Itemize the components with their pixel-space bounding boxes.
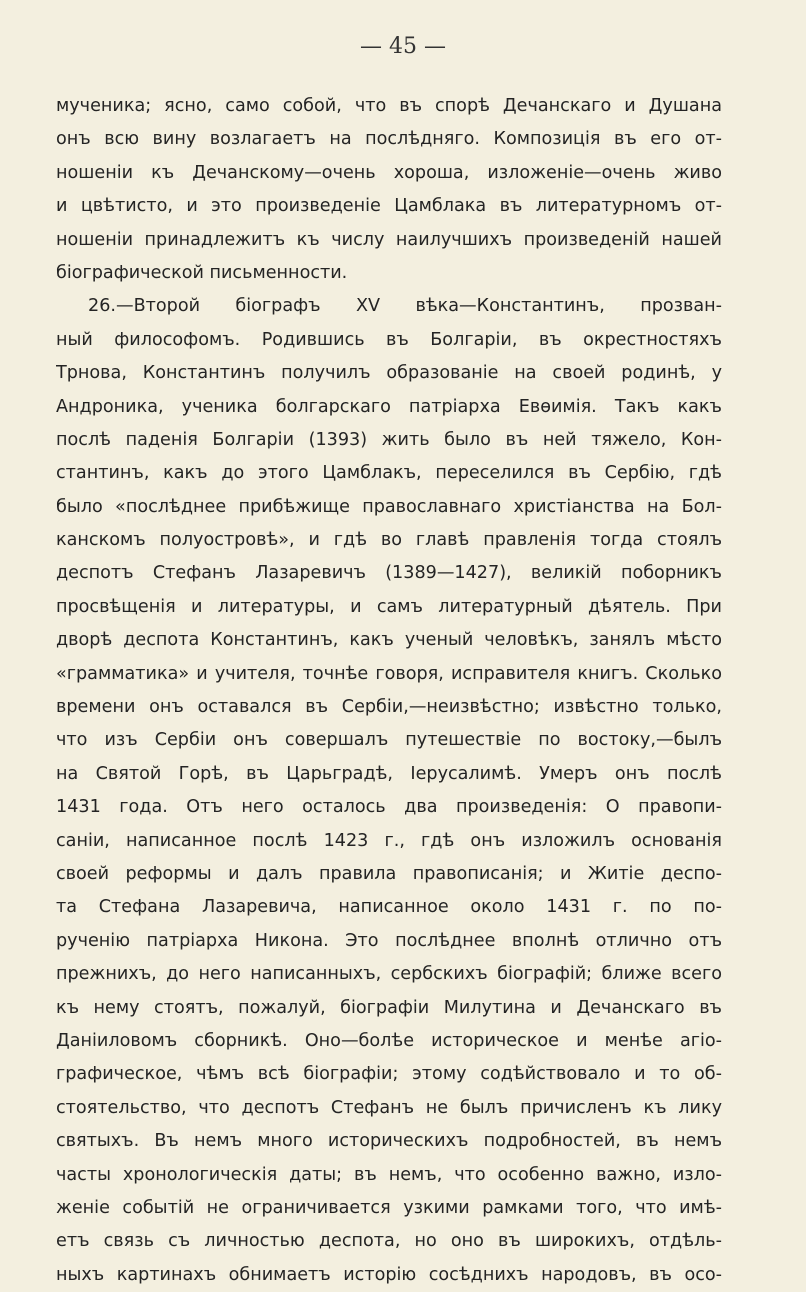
text-line: Трнова, Константинъ получилъ образованіе на своей родинѣ, у [56,363,722,384]
text-line: ношеніи къ Дечанскому—очень хороша, изложеніе—очень живо [56,162,722,183]
text-line: святыхъ. Въ немъ много историческихъ подробностей, въ немъ [56,1131,722,1152]
page-body-text [56,90,722,1292]
text-line: послѣ паденія Болгаріи (1393) жить было въ ней тяжело, Кон- [56,429,722,450]
text-line: та Стефана Лазаревича, написанное около 1431 г. по по- [56,897,722,918]
text-line: что изъ Сербіи онъ совершалъ путешествіе по востоку,—былъ [56,730,722,751]
text-line: онъ всю вину возлагаетъ на послѣдняго. Композиція въ его от- [56,129,722,150]
text-line: своей реформы и далъ правила правописанія; и Житіе деспо- [56,863,722,884]
text-line: стоятельство, что деспотъ Стефанъ не былъ причисленъ къ лику [56,1097,722,1118]
text-line: ныхъ картинахъ обнимаетъ исторію сосѣднихъ народовъ, въ осо- [56,1264,722,1285]
page-number: — 45 — [360,34,446,59]
text-line: ный философомъ. Родившись въ Болгаріи, въ окрестностяхъ [56,329,722,350]
text-line: времени онъ оставался въ Сербіи,—неизвѣстно; извѣстно только, [56,697,722,718]
text-line: часты хронологическія даты; въ немъ, что особенно важно, изло- [56,1164,722,1185]
text-line: и цвѣтисто, и это произведеніе Цамблака въ литературномъ от- [56,196,722,217]
paragraph-start-line: 26.—Второй біографъ XV вѣка—Константинъ, прозван- [88,296,722,317]
text-line: Даніиловомъ сборникѣ. Оно—болѣе историческое и менѣе агіо- [56,1030,722,1051]
text-line: деспотъ Стефанъ Лазаревичъ (1389—1427), великій поборникъ [56,563,722,584]
text-line: ношеніи принадлежитъ къ числу наилучшихъ произведеній нашей [56,229,722,250]
text-line: «грамматика» и учителя, точнѣе говоря, исправителя книгъ. Сколько [56,663,722,684]
text-line: рученію патріарха Никона. Это послѣднее вполнѣ отлично отъ [56,930,722,951]
text-line: стантинъ, какъ до этого Цамблакъ, переселился въ Сербію, гдѣ [56,463,722,484]
text-line: женіе событій не ограничивается узкими рамками того, что имѣ- [56,1197,722,1218]
text-line: просвѣщенія и литературы, и самъ литературный дѣятель. При [56,596,722,617]
text-line: біографической письменности. [56,262,348,283]
text-line: Андроника, ученика болгарскаго патріарха Евѳимія. Такъ какъ [56,396,722,417]
text-line: графическое, чѣмъ всѣ біографіи; этому содѣйствовало и то об- [56,1064,722,1085]
text-line: саніи, написанное послѣ 1423 г., гдѣ онъ изложилъ основанія [56,830,722,851]
text-line: прежнихъ, до него написанныхъ, сербскихъ біографій; ближе всего [56,964,722,985]
text-line: на Святой Горѣ, въ Царьградѣ, Іерусалимѣ. Умеръ онъ послѣ [56,763,722,784]
text-line: мученика; ясно, само собой, что въ спорѣ Дечанскаго и Душана [56,96,722,116]
text-line: етъ связь съ личностью деспота, но оно въ широкихъ, отдѣль- [56,1231,722,1252]
text-line: къ нему стоятъ, пожалуй, біографіи Милутина и Дечанскаго въ [56,997,722,1018]
text-line: было «послѣднее прибѣжище православнаго христіанства на Бол- [56,496,722,517]
text-line: 1431 года. Отъ него осталось два произведенія: О правопи- [56,797,722,818]
text-line: дворѣ деспота Константинъ, какъ ученый человѣкъ, занялъ мѣсто [56,630,722,651]
text-line: канскомъ полуостровѣ», и гдѣ во главѣ правленія тогда стоялъ [56,530,722,551]
